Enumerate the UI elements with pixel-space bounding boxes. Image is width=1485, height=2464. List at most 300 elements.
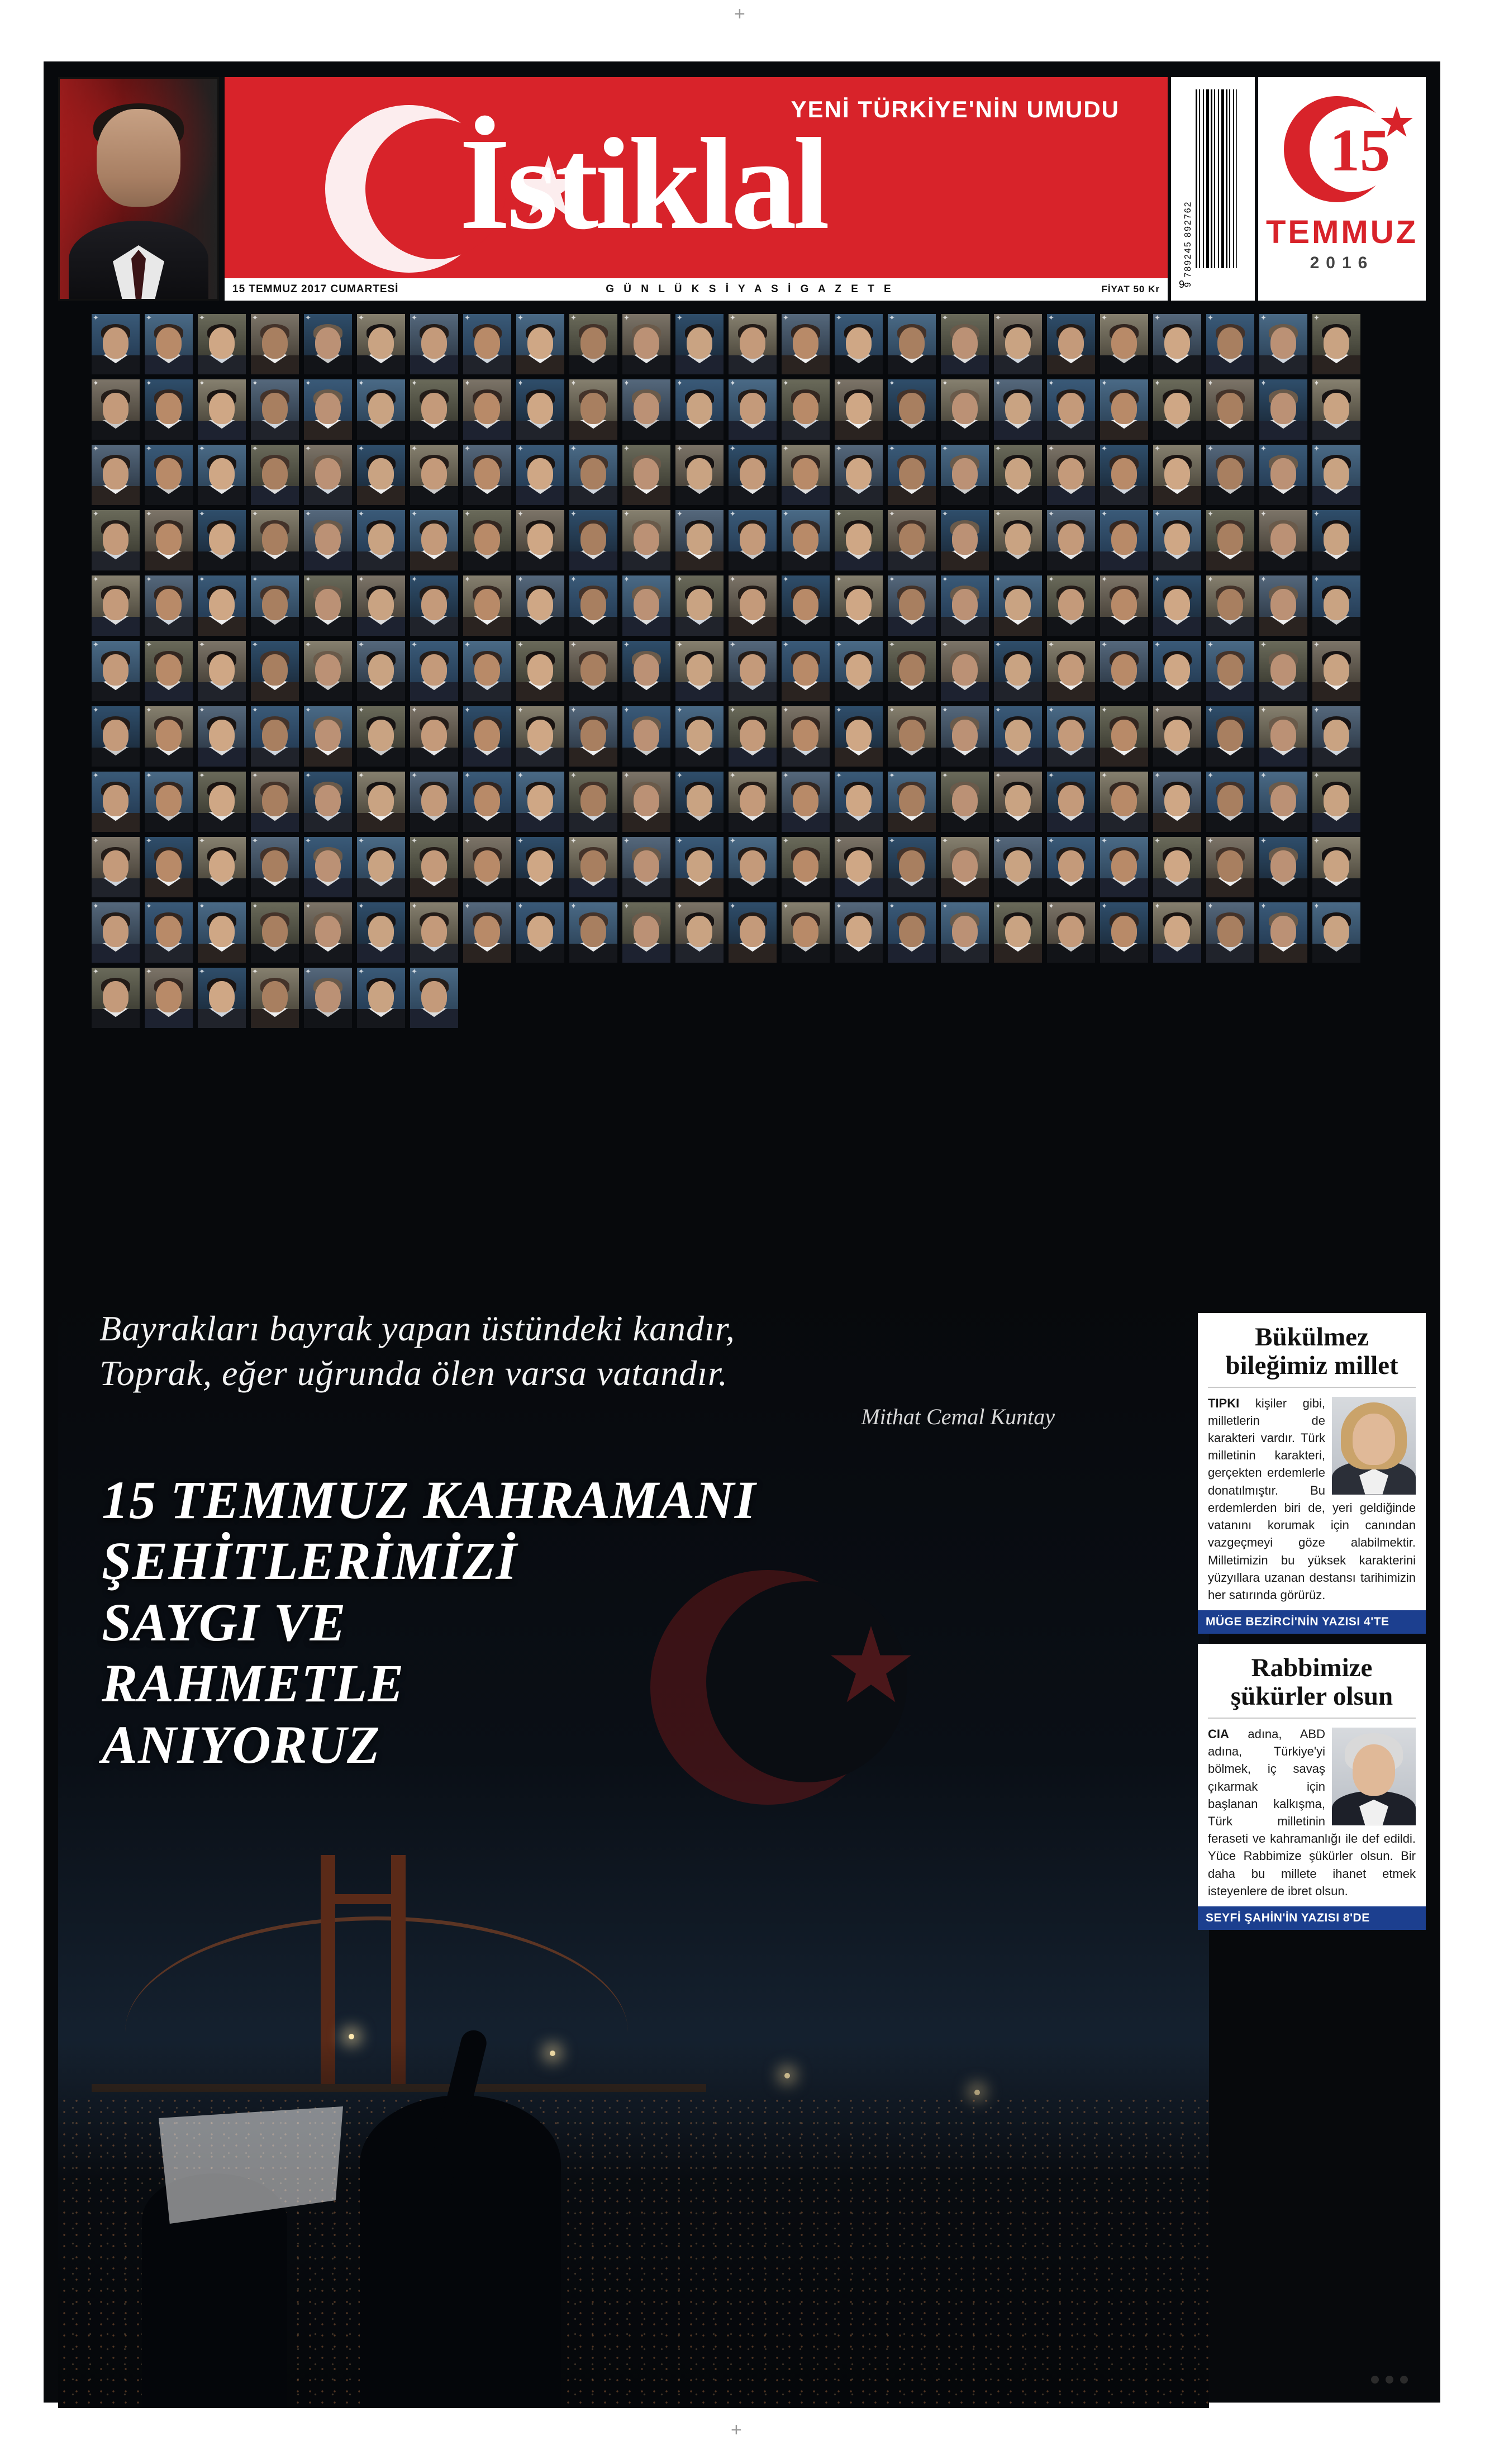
star-marker-icon: ✦ xyxy=(730,445,736,453)
martyr-portrait xyxy=(729,837,777,897)
portrait-face xyxy=(1324,393,1349,424)
star-marker-icon: ✦ xyxy=(93,902,99,910)
martyr-portrait xyxy=(994,902,1042,963)
portrait-face xyxy=(421,654,447,686)
star-marker-icon: ✦ xyxy=(1313,837,1320,845)
martyr-portrait xyxy=(1312,510,1360,570)
portrait-face xyxy=(899,654,925,686)
martyr-portrait xyxy=(675,575,724,636)
martyr-portrait xyxy=(357,510,405,570)
portrait-face xyxy=(952,916,978,947)
martyr-portrait xyxy=(516,510,564,570)
portrait-face xyxy=(899,785,925,816)
martyr-portrait xyxy=(251,641,299,701)
star-marker-icon: ✦ xyxy=(995,445,1001,453)
star-marker-icon: ✦ xyxy=(411,902,417,910)
martyr-portrait xyxy=(622,575,670,636)
portrait-face xyxy=(262,654,288,686)
martyr-portrait xyxy=(888,510,936,570)
martyr-portrait xyxy=(410,445,458,505)
star-marker-icon: ✦ xyxy=(1154,772,1160,779)
star-marker-icon: ✦ xyxy=(1154,314,1160,322)
martyr-portrait xyxy=(941,510,989,570)
portrait-face xyxy=(740,720,765,751)
martyr-portrait xyxy=(304,902,352,963)
martyr-portrait xyxy=(729,379,777,440)
martyr-portrait xyxy=(835,837,883,897)
opinion-body-2 xyxy=(1208,1725,1416,1900)
star-marker-icon: ✦ xyxy=(1313,902,1320,910)
star-marker-icon: ✦ xyxy=(942,379,948,387)
star-marker-icon: ✦ xyxy=(146,575,152,583)
portrait-face xyxy=(740,393,765,424)
star-marker-icon: ✦ xyxy=(995,902,1001,910)
martyr-portrait xyxy=(251,772,299,832)
martyr-portrait xyxy=(888,445,936,505)
portrait-face xyxy=(1058,850,1084,882)
portrait-face xyxy=(1005,916,1031,947)
ean-lead-digit: 9 xyxy=(1179,279,1185,290)
star-marker-icon: ✦ xyxy=(1313,706,1320,714)
star-marker-icon: ✦ xyxy=(199,510,205,518)
martyr-portrait xyxy=(92,706,140,767)
portrait-face xyxy=(1164,327,1190,359)
star-marker-icon: ✦ xyxy=(623,772,630,779)
portrait-face xyxy=(474,720,500,751)
star-marker-icon: ✦ xyxy=(305,641,311,649)
martyr-portrait xyxy=(198,641,246,701)
portrait-face xyxy=(368,916,394,947)
star-marker-icon: ✦ xyxy=(93,968,99,976)
star-marker-icon: ✦ xyxy=(836,641,842,649)
opinion-byline-1[interactable]: MÜGE BEZİRCİ'NİN YAZISI 4'TE xyxy=(1198,1610,1426,1634)
portrait-face xyxy=(527,458,553,489)
star-marker-icon: ✦ xyxy=(305,510,311,518)
portrait-face xyxy=(527,327,553,359)
martyr-portrait xyxy=(1312,641,1360,701)
martyr-portrait xyxy=(304,510,352,570)
portrait-face xyxy=(262,850,288,882)
portrait-face xyxy=(1164,654,1190,686)
star-marker-icon: ✦ xyxy=(464,641,470,649)
portrait-face xyxy=(103,981,128,1012)
portrait-face xyxy=(474,850,500,882)
portrait-face xyxy=(368,720,394,751)
portrait-face xyxy=(952,327,978,359)
martyr-portrait xyxy=(729,510,777,570)
portrait-face xyxy=(474,916,500,947)
martyr-portrait xyxy=(410,837,458,897)
star-marker-icon: ✦ xyxy=(146,772,152,779)
martyr-portrait xyxy=(729,575,777,636)
portrait-face xyxy=(952,654,978,686)
martyr-portrait xyxy=(463,641,511,701)
martyr-portrait xyxy=(145,379,193,440)
martyr-portrait xyxy=(941,575,989,636)
star-marker-icon: ✦ xyxy=(93,379,99,387)
martyr-portrait xyxy=(145,706,193,767)
portrait-face xyxy=(687,524,712,555)
martyr-portrait xyxy=(1153,510,1201,570)
portrait-face xyxy=(262,393,288,424)
martyr-portrait xyxy=(941,445,989,505)
portrait-face xyxy=(580,327,606,359)
star-marker-icon: ✦ xyxy=(93,575,99,583)
star-marker-icon: ✦ xyxy=(1313,641,1320,649)
portrait-face xyxy=(1270,458,1296,489)
portrait-face xyxy=(634,720,659,751)
opinion-text-1: kişiler gibi, milletlerin de karakteri vardır. Türk milletinin karakteri, gerçekten erdemlerle donatılmıştır. Bu erdemlerden biri de, yeri geldiğinde vatanını korumak için canından vazgeçmeyi göze alabilmektir. Milletimizin bu yüksek karakterini yüzyıllara uzanan destansı tarihimizin her satırında görürüz. xyxy=(1208,1396,1416,1602)
portrait-face xyxy=(209,589,235,620)
martyr-photo-grid xyxy=(92,314,1393,1028)
portrait-face xyxy=(262,524,288,555)
martyr-portrait xyxy=(463,706,511,767)
martyr-portrait xyxy=(994,837,1042,897)
star-marker-icon: ✦ xyxy=(1048,772,1054,779)
star-marker-icon: ✦ xyxy=(199,706,205,714)
star-marker-icon: ✦ xyxy=(995,510,1001,518)
portrait-face xyxy=(793,524,818,555)
star-marker-icon: ✦ xyxy=(677,837,683,845)
star-marker-icon: ✦ xyxy=(1260,641,1267,649)
portrait-face xyxy=(474,785,500,816)
portrait-face xyxy=(899,327,925,359)
portrait-face xyxy=(1164,589,1190,620)
martyr-portrait xyxy=(145,968,193,1028)
portrait-face xyxy=(634,393,659,424)
martyr-portrait xyxy=(304,641,352,701)
portrait-face xyxy=(846,589,872,620)
martyr-portrait xyxy=(92,902,140,963)
star-marker-icon: ✦ xyxy=(358,772,364,779)
star-marker-icon: ✦ xyxy=(1313,379,1320,387)
masthead-kicker: YENİ TÜRKİYE'NİN UMUDU xyxy=(791,96,1120,122)
star-marker-icon: ✦ xyxy=(942,314,948,322)
star-marker-icon: ✦ xyxy=(1260,772,1267,779)
star-marker-icon: ✦ xyxy=(517,575,523,583)
portrait-face xyxy=(952,720,978,751)
portrait-face xyxy=(580,393,606,424)
portrait-face xyxy=(1324,850,1349,882)
star-marker-icon: ✦ xyxy=(889,902,895,910)
portrait-face xyxy=(368,654,394,686)
portrait-face xyxy=(1270,327,1296,359)
martyr-portrait xyxy=(251,510,299,570)
star-marker-icon: ✦ xyxy=(1313,314,1320,322)
martyr-portrait xyxy=(994,772,1042,832)
newspaper-body xyxy=(44,61,1440,2403)
star-marker-icon: ✦ xyxy=(942,837,948,845)
martyr-portrait xyxy=(516,706,564,767)
martyr-portrait xyxy=(304,379,352,440)
martyr-portrait xyxy=(516,379,564,440)
star-marker-icon: ✦ xyxy=(889,706,895,714)
star-marker-icon: ✦ xyxy=(995,575,1001,583)
martyr-portrait xyxy=(1206,706,1254,767)
portrait-face xyxy=(421,524,447,555)
portrait-face xyxy=(1324,524,1349,555)
star-marker-icon: ✦ xyxy=(730,706,736,714)
star-marker-icon: ✦ xyxy=(358,706,364,714)
portrait-face xyxy=(1058,720,1084,751)
martyr-portrait xyxy=(1100,772,1148,832)
star-marker-icon: ✦ xyxy=(836,837,842,845)
martyr-portrait xyxy=(622,641,670,701)
star-marker-icon: ✦ xyxy=(783,641,789,649)
star-marker-icon: ✦ xyxy=(836,772,842,779)
star-marker-icon: ✦ xyxy=(570,379,577,387)
portrait-face xyxy=(1111,393,1137,424)
star-marker-icon: ✦ xyxy=(93,641,99,649)
martyr-portrait xyxy=(251,379,299,440)
martyr-portrait xyxy=(1047,706,1095,767)
portrait-face xyxy=(209,327,235,359)
registration-mark-bottom: + xyxy=(731,2419,742,2441)
portrait-face xyxy=(368,458,394,489)
star-marker-icon: ✦ xyxy=(146,641,152,649)
star-marker-icon: ✦ xyxy=(1048,510,1054,518)
martyr-portrait xyxy=(1047,379,1095,440)
martyr-portrait xyxy=(357,575,405,636)
masthead-info-strip xyxy=(225,278,1168,301)
portrait-face xyxy=(1111,327,1137,359)
star-marker-icon: ✦ xyxy=(1101,902,1107,910)
martyr-portrait xyxy=(994,445,1042,505)
martyr-portrait xyxy=(357,445,405,505)
author-photo-2 xyxy=(1332,1728,1416,1825)
portrait-face xyxy=(793,720,818,751)
portrait-face xyxy=(1111,785,1137,816)
portrait-face xyxy=(474,654,500,686)
martyr-portrait xyxy=(675,706,724,767)
opinion-card-2[interactable] xyxy=(1198,1644,1426,1930)
martyr-portrait xyxy=(516,445,564,505)
martyr-portrait xyxy=(251,837,299,897)
star-marker-icon: ✦ xyxy=(199,379,205,387)
martyr-portrait xyxy=(1206,314,1254,374)
portrait-face xyxy=(846,393,872,424)
portrait-face xyxy=(1164,458,1190,489)
portrait-face xyxy=(262,720,288,751)
portrait-face xyxy=(209,785,235,816)
star-marker-icon: ✦ xyxy=(570,837,577,845)
star-marker-icon: ✦ xyxy=(836,706,842,714)
portrait-face xyxy=(793,458,818,489)
star-marker-icon: ✦ xyxy=(1048,641,1054,649)
star-marker-icon: ✦ xyxy=(942,902,948,910)
portrait-face xyxy=(103,393,128,424)
martyr-portrait xyxy=(1206,379,1254,440)
star-marker-icon: ✦ xyxy=(1101,575,1107,583)
martyr-portrait xyxy=(782,575,830,636)
martyr-portrait xyxy=(251,314,299,374)
star-marker-icon: ✦ xyxy=(783,706,789,714)
portrait-face xyxy=(1058,589,1084,620)
opinion-card-1[interactable] xyxy=(1198,1313,1426,1634)
star-marker-icon: ✦ xyxy=(783,837,789,845)
martyr-portrait xyxy=(569,641,617,701)
portrait-face xyxy=(156,393,182,424)
star-marker-icon: ✦ xyxy=(836,379,842,387)
martyr-portrait xyxy=(1100,314,1148,374)
star-marker-icon: ✦ xyxy=(305,902,311,910)
martyr-portrait xyxy=(1047,314,1095,374)
martyr-portrait xyxy=(92,968,140,1028)
portrait-face xyxy=(1005,393,1031,424)
portrait-face xyxy=(368,589,394,620)
emblem-year: 2016 xyxy=(1310,254,1374,272)
martyr-portrait xyxy=(941,706,989,767)
portrait-face xyxy=(1217,916,1243,947)
martyr-portrait xyxy=(410,968,458,1028)
martyr-portrait xyxy=(569,902,617,963)
portrait-face xyxy=(209,720,235,751)
opinion-title-1-line-2: bileğimiz millet xyxy=(1225,1350,1398,1380)
portrait-face xyxy=(262,785,288,816)
night-rally-photo xyxy=(58,1291,1209,2408)
star-marker-icon: ✦ xyxy=(93,772,99,779)
martyr-portrait xyxy=(463,837,511,897)
martyr-portrait xyxy=(835,641,883,701)
portrait-face xyxy=(527,785,553,816)
registration-mark-top: + xyxy=(734,3,745,25)
portrait-face xyxy=(156,589,182,620)
martyr-portrait xyxy=(410,314,458,374)
martyr-portrait xyxy=(198,968,246,1028)
star-marker-icon: ✦ xyxy=(305,706,311,714)
portrait-face xyxy=(634,327,659,359)
martyr-portrait xyxy=(357,968,405,1028)
star-marker-icon: ✦ xyxy=(623,575,630,583)
portrait-face xyxy=(740,458,765,489)
star-marker-icon: ✦ xyxy=(411,575,417,583)
martyr-portrait xyxy=(782,445,830,505)
portrait-face xyxy=(421,785,447,816)
portrait-face xyxy=(527,589,553,620)
star-marker-icon: ✦ xyxy=(783,575,789,583)
martyr-portrait xyxy=(92,641,140,701)
barcode-block xyxy=(1171,77,1255,301)
star-marker-icon: ✦ xyxy=(1101,510,1107,518)
star-marker-icon: ✦ xyxy=(836,902,842,910)
star-marker-icon: ✦ xyxy=(1154,706,1160,714)
portrait-face xyxy=(899,393,925,424)
portrait-face xyxy=(1270,720,1296,751)
portrait-face xyxy=(315,458,341,489)
portrait-face xyxy=(1324,720,1349,751)
star-marker-icon: ✦ xyxy=(942,575,948,583)
star-marker-icon: ✦ xyxy=(995,314,1001,322)
portrait-face xyxy=(740,524,765,555)
martyr-portrait xyxy=(1047,772,1095,832)
star-marker-icon: ✦ xyxy=(252,379,258,387)
portrait-face xyxy=(1111,458,1137,489)
portrait-face xyxy=(421,916,447,947)
opinion-lead-2: CIA xyxy=(1208,1726,1229,1741)
star-marker-icon: ✦ xyxy=(305,314,311,322)
star-marker-icon: ✦ xyxy=(783,902,789,910)
portrait-face xyxy=(687,654,712,686)
portrait-face xyxy=(1005,850,1031,882)
star-marker-icon: ✦ xyxy=(1207,902,1213,910)
opinion-byline-2[interactable]: SEYFİ ŞAHİN'İN YAZISI 8'DE xyxy=(1198,1906,1426,1930)
portrait-face xyxy=(1005,720,1031,751)
portrait-face xyxy=(846,850,872,882)
martyr-portrait xyxy=(304,772,352,832)
martyr-portrait xyxy=(1153,706,1201,767)
masthead-flag-banner xyxy=(225,77,1168,301)
portrait-face xyxy=(527,393,553,424)
portrait-face xyxy=(262,458,288,489)
emblem-number: 15 xyxy=(1330,117,1390,184)
star-marker-icon: ✦ xyxy=(730,837,736,845)
main-headline xyxy=(102,1469,1051,1775)
star-marker-icon: ✦ xyxy=(1260,902,1267,910)
portrait-face xyxy=(580,589,606,620)
martyr-portrait xyxy=(888,837,936,897)
star-marker-icon: ✦ xyxy=(1260,379,1267,387)
headline-line-4: RAHMETLE xyxy=(102,1653,404,1714)
martyr-portrait xyxy=(357,314,405,374)
portrait-face xyxy=(156,720,182,751)
portrait-face xyxy=(1324,654,1349,686)
martyr-portrait xyxy=(410,902,458,963)
masthead xyxy=(58,77,1426,301)
star-marker-icon: ✦ xyxy=(995,641,1001,649)
star-marker-icon: ✦ xyxy=(889,575,895,583)
martyr-portrait xyxy=(569,575,617,636)
portrait-face xyxy=(1164,916,1190,947)
star-marker-icon: ✦ xyxy=(783,772,789,779)
portrait-face xyxy=(421,458,447,489)
portrait-face xyxy=(899,458,925,489)
portrait-face xyxy=(952,524,978,555)
portrait-face xyxy=(421,393,447,424)
martyr-portrait xyxy=(675,510,724,570)
martyr-portrait xyxy=(410,510,458,570)
masthead-logo: İstiklal xyxy=(459,111,827,256)
portrait-face xyxy=(1217,850,1243,882)
star-marker-icon: ✦ xyxy=(199,772,205,779)
portrait-face xyxy=(1111,654,1137,686)
star-marker-icon: ✦ xyxy=(623,379,630,387)
star-marker-icon: ✦ xyxy=(358,314,364,322)
star-marker-icon: ✦ xyxy=(411,837,417,845)
martyr-portrait xyxy=(198,445,246,505)
star-marker-icon: ✦ xyxy=(146,706,152,714)
star-marker-icon: ✦ xyxy=(146,379,152,387)
portrait-face xyxy=(1005,589,1031,620)
portrait-face xyxy=(1058,524,1084,555)
portrait-face xyxy=(527,524,553,555)
star-marker-icon: ✦ xyxy=(464,314,470,322)
portrait-face xyxy=(793,850,818,882)
star-marker-icon: ✦ xyxy=(199,968,205,976)
star-marker-icon: ✦ xyxy=(252,772,258,779)
star-marker-icon: ✦ xyxy=(252,706,258,714)
star-marker-icon: ✦ xyxy=(942,772,948,779)
portrait-face xyxy=(315,327,341,359)
star-marker-icon: ✦ xyxy=(783,445,789,453)
martyr-portrait xyxy=(782,837,830,897)
star-marker-icon: ✦ xyxy=(730,379,736,387)
portrait-face xyxy=(156,327,182,359)
martyr-portrait xyxy=(675,641,724,701)
star-marker-icon: ✦ xyxy=(199,314,205,322)
portrait-face xyxy=(103,654,128,686)
portrait-face xyxy=(1217,524,1243,555)
star-marker-icon: ✦ xyxy=(464,837,470,845)
